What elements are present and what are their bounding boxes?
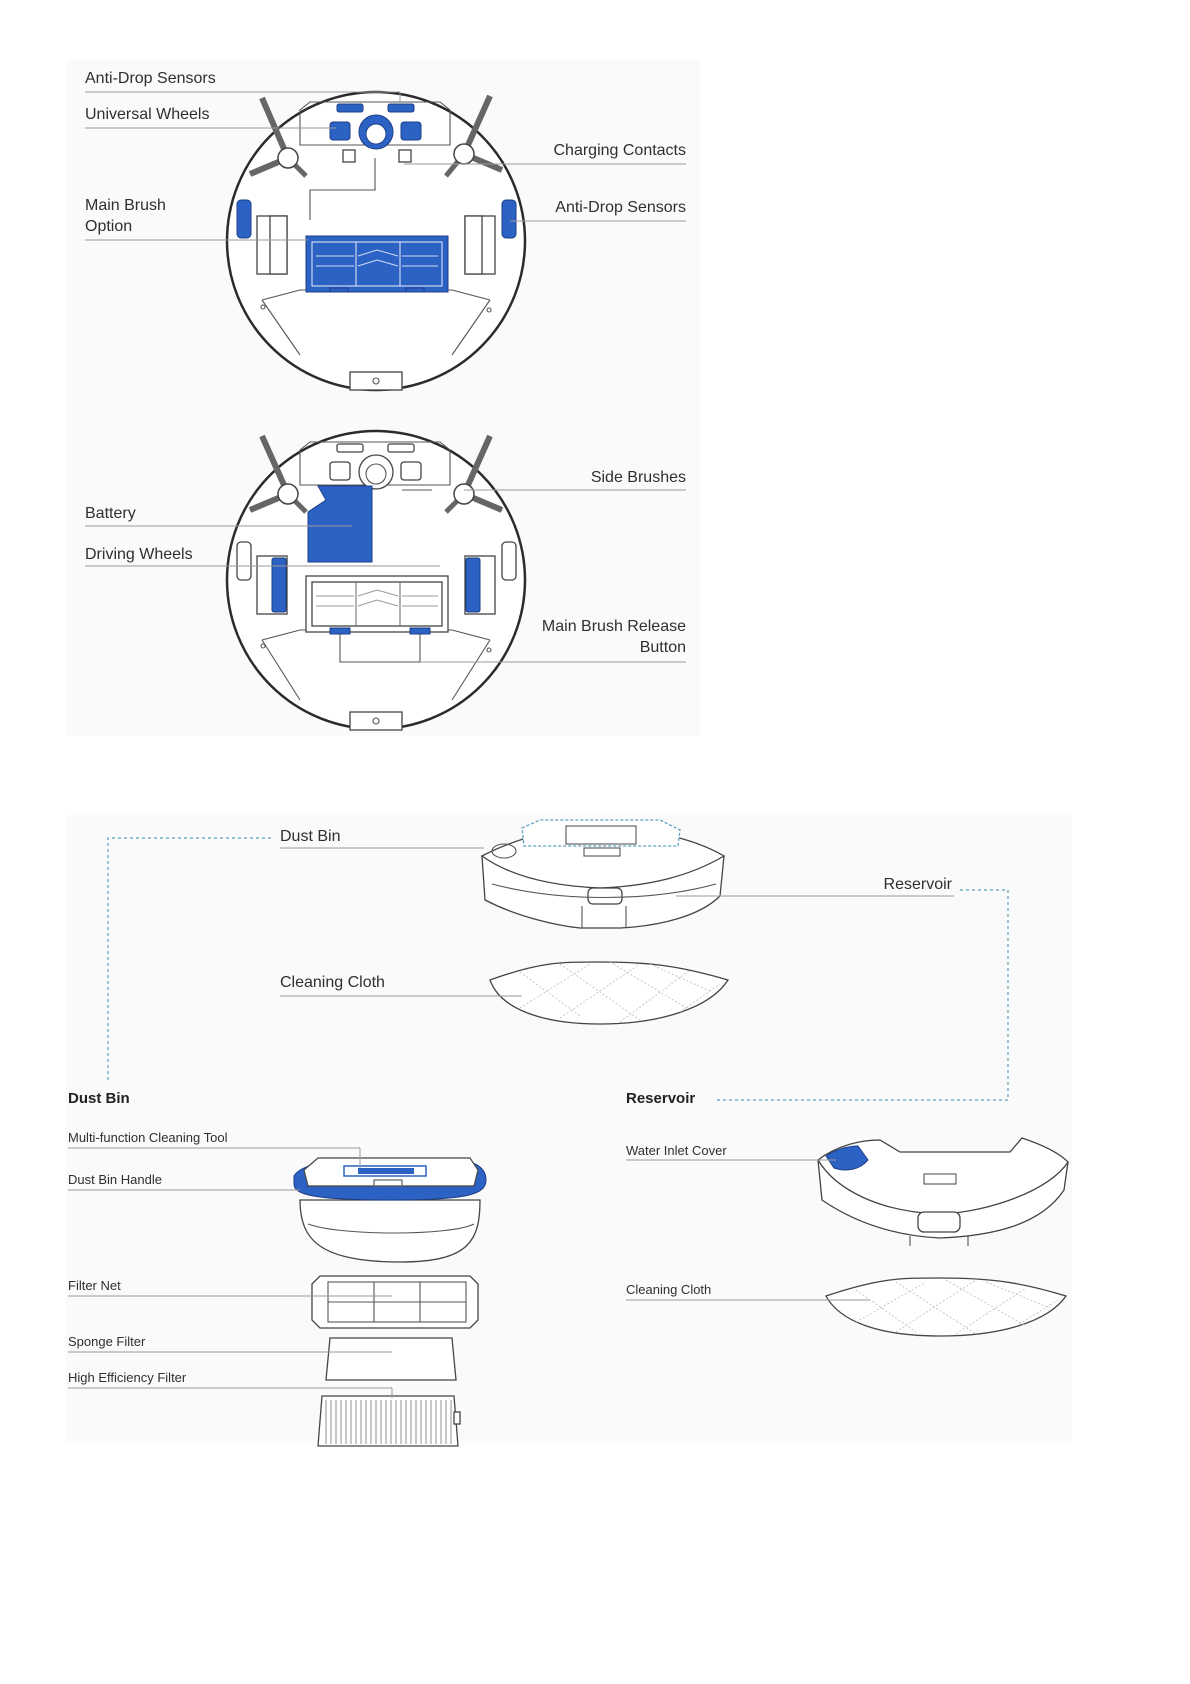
label-side-brushes: Side Brushes	[590, 469, 686, 486]
dust-bin-component	[294, 1158, 486, 1262]
label-main-brush-option-1: Main Brush	[85, 197, 166, 214]
label-cleaning-cloth-reservoir: Cleaning Cloth	[626, 1282, 712, 1297]
label-dust-bin: Dust Bin	[280, 828, 341, 845]
label-filter-net: Filter Net	[68, 1278, 121, 1293]
label-driving-wheels: Driving Wheels	[85, 546, 193, 563]
robot-underside-bottom	[227, 431, 525, 730]
robot-underside-top	[227, 92, 525, 390]
label-dust-bin-handle: Dust Bin Handle	[68, 1172, 162, 1187]
section-title-reservoir: Reservoir	[626, 1090, 696, 1107]
sponge-filter-component	[326, 1338, 456, 1380]
label-anti-drop-sensors-top: Anti-Drop Sensors	[85, 70, 216, 87]
cleaning-cloth-reservoir	[826, 1278, 1066, 1336]
label-universal-wheels: Universal Wheels	[85, 106, 210, 123]
label-cleaning-cloth: Cleaning Cloth	[280, 974, 385, 991]
label-high-efficiency-filter: High Efficiency Filter	[68, 1370, 187, 1385]
water-tank-component	[818, 1138, 1068, 1246]
label-multi-function-tool: Multi-function Cleaning Tool	[68, 1130, 228, 1145]
label-reservoir: Reservoir	[883, 876, 952, 893]
label-main-brush-release-1: Main Brush Release	[541, 618, 686, 635]
label-sponge-filter: Sponge Filter	[68, 1334, 146, 1349]
cleaning-cloth-top	[490, 962, 728, 1024]
filter-net-component	[312, 1276, 478, 1328]
hepa-filter-component	[318, 1396, 460, 1446]
section-title-dust-bin: Dust Bin	[68, 1090, 130, 1107]
label-water-inlet-cover: Water Inlet Cover	[626, 1143, 727, 1158]
label-main-brush-option-2: Option	[85, 218, 133, 235]
label-charging-contacts: Charging Contacts	[553, 142, 686, 159]
label-battery: Battery	[85, 505, 136, 522]
reservoir-assembly	[482, 820, 724, 928]
label-main-brush-release-2: Button	[639, 639, 686, 656]
label-anti-drop-sensors-right: Anti-Drop Sensors	[555, 199, 686, 216]
